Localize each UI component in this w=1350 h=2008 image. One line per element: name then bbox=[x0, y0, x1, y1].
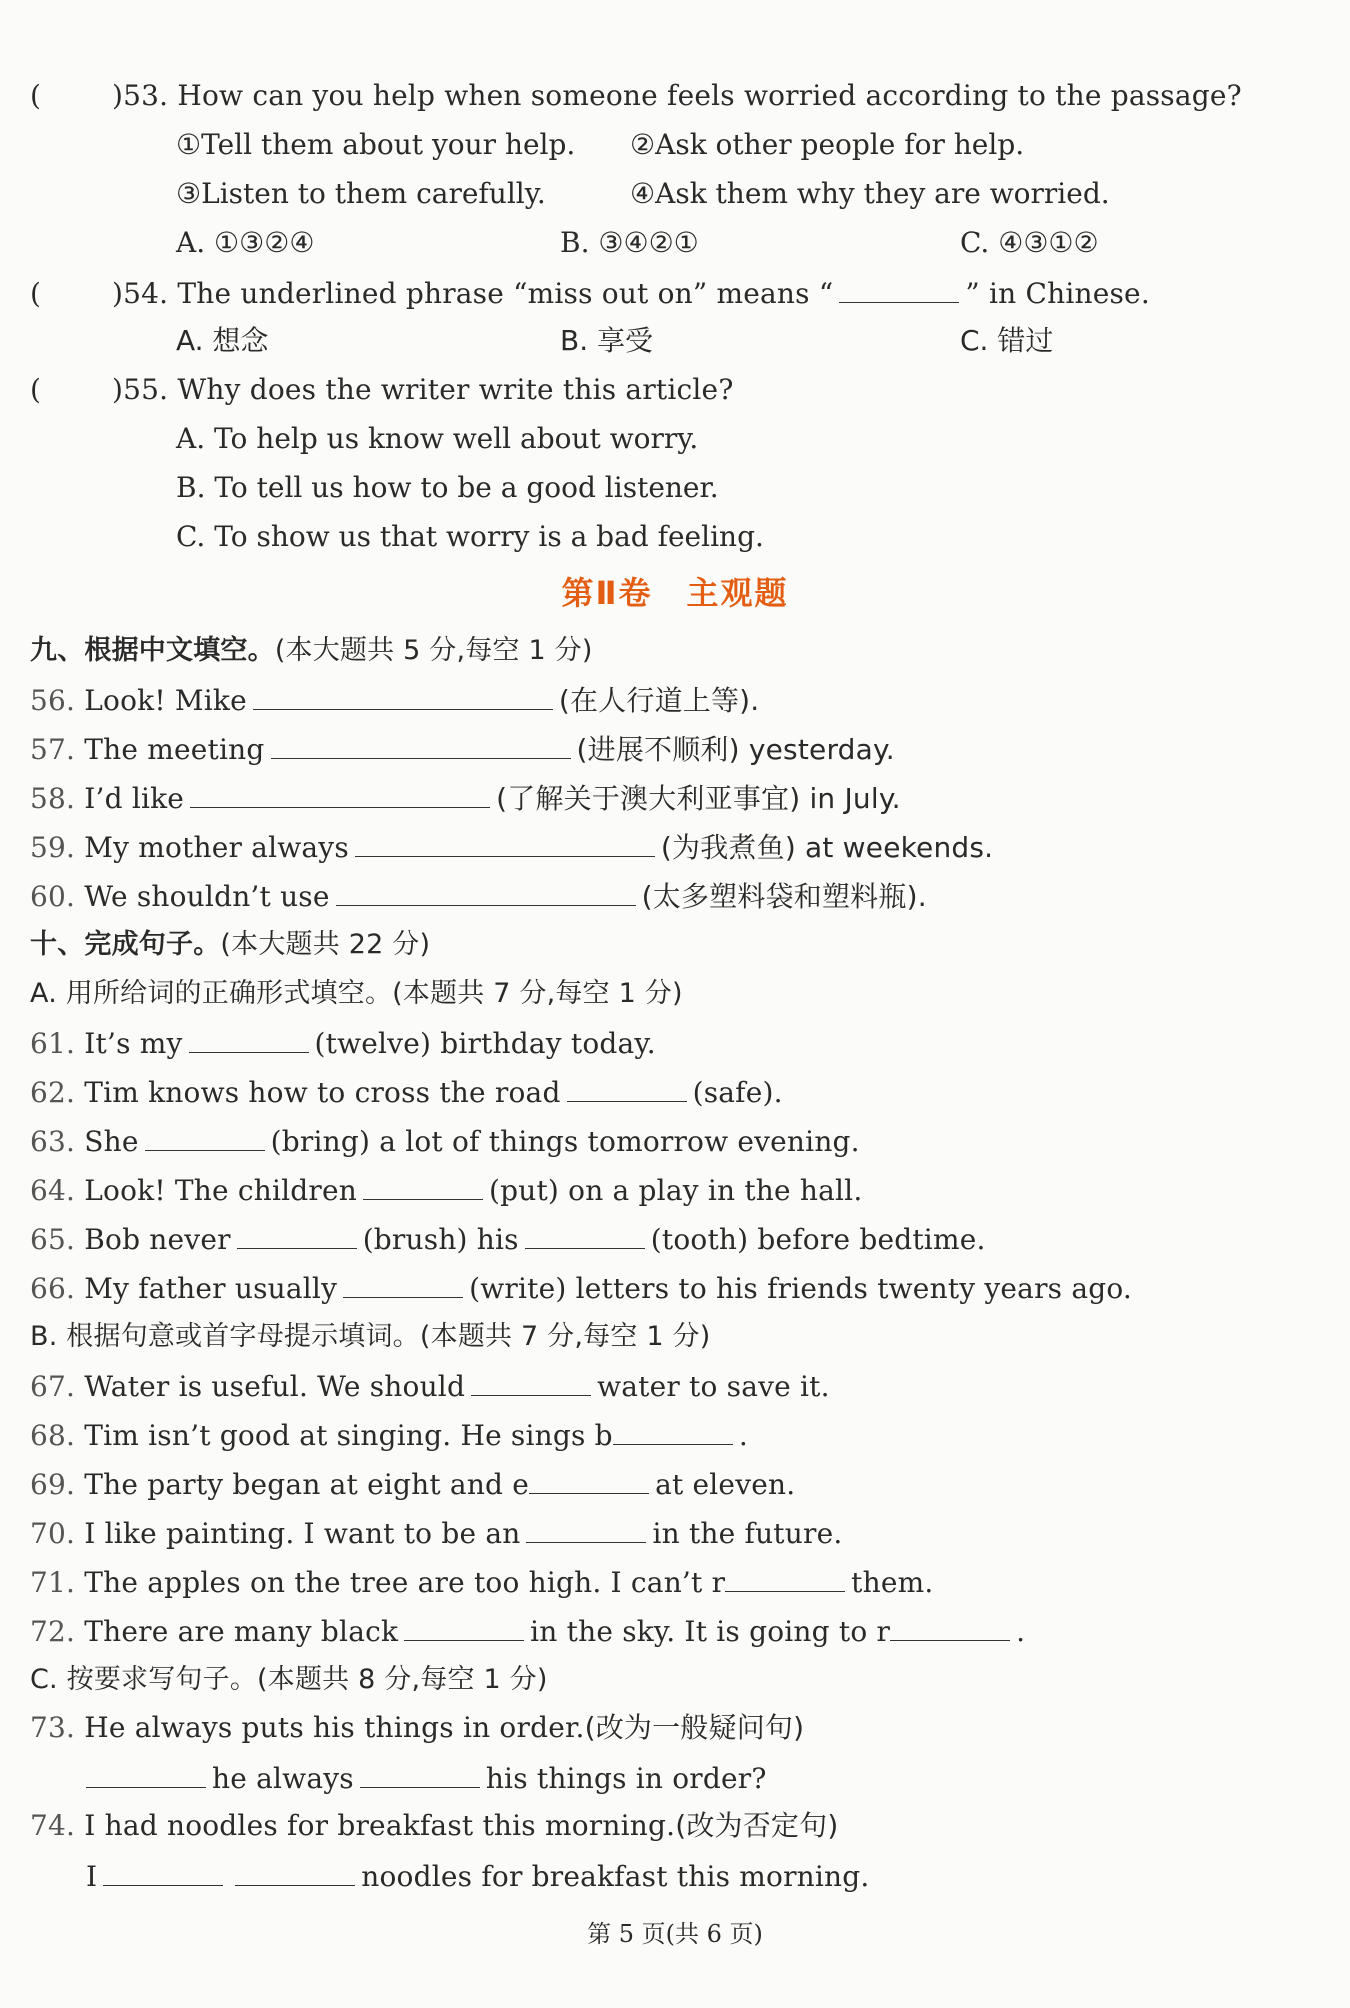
question-text: Bob never bbox=[84, 1223, 231, 1256]
question-number: 56. bbox=[30, 684, 76, 717]
question-number: 63. bbox=[30, 1125, 76, 1158]
part-b-heading bbox=[30, 1316, 710, 1356]
question-hint: (了解关于澳大利亚事宜) in July. bbox=[496, 782, 901, 815]
answer-blank[interactable] bbox=[529, 1463, 649, 1494]
question-text: Why does the writer write this article? bbox=[177, 373, 734, 406]
question-number: 74. bbox=[30, 1809, 76, 1842]
question-number: 67. bbox=[30, 1370, 76, 1403]
answer-blank[interactable] bbox=[235, 1855, 355, 1886]
answer-blank[interactable] bbox=[471, 1365, 591, 1396]
question-text-end: (tooth) before bedtime. bbox=[650, 1223, 986, 1256]
question-number: )55. bbox=[112, 373, 169, 406]
answer-text-end: noodles for breakfast this morning. bbox=[361, 1860, 870, 1893]
answer-blank[interactable] bbox=[355, 826, 655, 857]
part-label: B. 根据句意或首字母提示填词。 bbox=[30, 1321, 420, 1352]
question-hint: (进展不顺利) yesterday. bbox=[576, 733, 895, 766]
part-two-title: 第Ⅱ卷 主观题 bbox=[561, 574, 789, 612]
question-number: 58. bbox=[30, 782, 76, 815]
question-text-end: (safe). bbox=[692, 1076, 783, 1109]
question-58 bbox=[30, 777, 901, 817]
answer-blank[interactable] bbox=[271, 728, 571, 759]
question-text-end: . bbox=[1016, 1615, 1026, 1648]
question-text: There are many black bbox=[84, 1615, 399, 1648]
section-note: (本大题共 5 分,每空 1 分) bbox=[274, 635, 593, 666]
answer-text-end: his things in order? bbox=[485, 1762, 767, 1795]
page-footer: 第 5 页(共 6 页) bbox=[587, 1920, 763, 1948]
answer-blank[interactable] bbox=[525, 1218, 645, 1249]
question-text: Water is useful. We should bbox=[84, 1370, 466, 1403]
answer-blank[interactable] bbox=[336, 875, 636, 906]
question-text: The apples on the tree are too high. I can’t r bbox=[84, 1566, 726, 1599]
question-73 bbox=[30, 1708, 804, 1748]
answer-blank[interactable] bbox=[890, 1610, 1010, 1641]
answer-blank[interactable] bbox=[404, 1610, 524, 1641]
question-64 bbox=[30, 1169, 862, 1209]
statement-4: ④Ask them why they are worried. bbox=[630, 177, 1110, 210]
answer-paren: ( bbox=[30, 373, 42, 406]
question-hint: (为我煮鱼) at weekends. bbox=[660, 831, 994, 864]
question-69 bbox=[30, 1463, 795, 1503]
answer-blank[interactable] bbox=[613, 1414, 733, 1445]
question-72 bbox=[30, 1610, 1025, 1650]
question-number: 59. bbox=[30, 831, 76, 864]
question-text-end: (put) on a play in the hall. bbox=[489, 1174, 863, 1207]
question-71 bbox=[30, 1561, 933, 1601]
question-55 bbox=[30, 370, 734, 410]
question-text-end: them. bbox=[851, 1566, 934, 1599]
question-hint: (太多塑料袋和塑料瓶). bbox=[641, 880, 927, 913]
part-note: (本题共 8 分,每空 1 分) bbox=[257, 1664, 548, 1695]
question-number: )53. bbox=[112, 79, 169, 112]
answer-paren: ( bbox=[30, 79, 42, 112]
question-74 bbox=[30, 1806, 838, 1846]
option-b: B. To tell us how to be a good listener. bbox=[176, 471, 719, 504]
statement-1: ①Tell them about your help. bbox=[176, 128, 576, 161]
question-number: 61. bbox=[30, 1027, 76, 1060]
question-number: 73. bbox=[30, 1711, 76, 1744]
answer-paren: ( bbox=[30, 277, 42, 310]
question-63 bbox=[30, 1120, 860, 1160]
answer-blank[interactable] bbox=[237, 1218, 357, 1249]
answer-blank[interactable] bbox=[189, 1022, 309, 1053]
question-text: Look! Mike bbox=[84, 684, 247, 717]
question-text-mid: in the sky. It is going to r bbox=[530, 1615, 891, 1648]
answer-blank[interactable] bbox=[363, 1169, 483, 1200]
answer-blank[interactable] bbox=[360, 1757, 480, 1788]
question-70 bbox=[30, 1512, 842, 1552]
answer-73 bbox=[86, 1757, 767, 1797]
option-b: B. ③④②① bbox=[560, 226, 699, 259]
statement-2: ②Ask other people for help. bbox=[630, 128, 1025, 161]
question-59 bbox=[30, 826, 993, 866]
question-number: 72. bbox=[30, 1615, 76, 1648]
section-heading: 十、完成句子。 bbox=[30, 929, 221, 960]
answer-blank[interactable] bbox=[190, 777, 490, 808]
answer-blank[interactable] bbox=[567, 1071, 687, 1102]
question-number: 69. bbox=[30, 1468, 76, 1501]
question-67 bbox=[30, 1365, 830, 1405]
answer-blank[interactable] bbox=[839, 272, 959, 303]
option-a: A. 想念 bbox=[176, 324, 269, 357]
question-hint: (在人行道上等). bbox=[558, 684, 760, 717]
answer-blank[interactable] bbox=[526, 1512, 646, 1543]
question-57 bbox=[30, 728, 895, 768]
question-text-end: (write) letters to his friends twenty years ago. bbox=[469, 1272, 1133, 1305]
question-text: It’s my bbox=[84, 1027, 183, 1060]
question-instruction: (改为否定句) bbox=[675, 1809, 839, 1842]
answer-blank[interactable] bbox=[145, 1120, 265, 1151]
question-text: I had noodles for breakfast this morning. bbox=[84, 1809, 676, 1842]
question-text-end: . bbox=[738, 1419, 748, 1452]
answer-blank[interactable] bbox=[725, 1561, 845, 1592]
option-a: A. To help us know well about worry. bbox=[176, 422, 699, 455]
section-note: (本大题共 22 分) bbox=[220, 929, 431, 960]
question-60 bbox=[30, 875, 927, 915]
question-number: 68. bbox=[30, 1419, 76, 1452]
answer-text-start: I bbox=[86, 1860, 98, 1893]
part-c-heading bbox=[30, 1659, 548, 1699]
question-text-end: ” in Chinese. bbox=[965, 277, 1150, 310]
question-number: 70. bbox=[30, 1517, 76, 1550]
question-65 bbox=[30, 1218, 986, 1258]
question-number: 66. bbox=[30, 1272, 76, 1305]
question-text: How can you help when someone feels worried according to the passage? bbox=[177, 79, 1242, 112]
question-text: The party began at eight and e bbox=[84, 1468, 530, 1501]
option-c: C. ④③①② bbox=[960, 226, 1099, 259]
section-heading: 九、根据中文填空。 bbox=[30, 635, 275, 666]
question-text-mid: (brush) his bbox=[362, 1223, 519, 1256]
answer-blank[interactable] bbox=[103, 1855, 223, 1886]
answer-74 bbox=[86, 1855, 870, 1895]
question-text: My mother always bbox=[84, 831, 349, 864]
question-number: 57. bbox=[30, 733, 76, 766]
question-61 bbox=[30, 1022, 656, 1062]
question-instruction: (改为一般疑问句) bbox=[584, 1711, 805, 1744]
question-text: She bbox=[84, 1125, 139, 1158]
question-text: We shouldn’t use bbox=[84, 880, 330, 913]
question-text: I’d like bbox=[84, 782, 185, 815]
question-text: He always puts his things in order. bbox=[84, 1711, 585, 1744]
question-62 bbox=[30, 1071, 783, 1111]
question-53 bbox=[30, 76, 1242, 116]
part-label: A. 用所给词的正确形式填空。 bbox=[30, 978, 393, 1009]
question-number: )54. bbox=[112, 277, 169, 310]
question-68 bbox=[30, 1414, 748, 1454]
answer-text-mid: he always bbox=[212, 1762, 354, 1795]
question-text: My father usually bbox=[84, 1272, 338, 1305]
answer-blank[interactable] bbox=[343, 1267, 463, 1298]
question-number: 64. bbox=[30, 1174, 76, 1207]
question-number: 62. bbox=[30, 1076, 76, 1109]
option-a: A. ①③②④ bbox=[176, 226, 315, 259]
question-text-end: at eleven. bbox=[655, 1468, 796, 1501]
part-note: (本题共 7 分,每空 1 分) bbox=[419, 1321, 711, 1352]
question-text: Look! The children bbox=[84, 1174, 357, 1207]
part-a-heading bbox=[30, 973, 683, 1013]
question-number: 60. bbox=[30, 880, 76, 913]
option-c: C. To show us that worry is a bad feeling. bbox=[176, 520, 764, 553]
part-note: (本题共 7 分,每空 1 分) bbox=[392, 978, 683, 1009]
question-text: Tim knows how to cross the road bbox=[84, 1076, 561, 1109]
question-text: The meeting bbox=[84, 733, 265, 766]
option-b: B. 享受 bbox=[560, 324, 654, 357]
question-66 bbox=[30, 1267, 1132, 1307]
section-10-heading bbox=[30, 924, 430, 964]
question-text-end: water to save it. bbox=[597, 1370, 830, 1403]
question-text-end: (bring) a lot of things tomorrow evening. bbox=[270, 1125, 860, 1158]
question-number: 71. bbox=[30, 1566, 76, 1599]
question-text-end: (twelve) birthday today. bbox=[314, 1027, 656, 1060]
question-56 bbox=[30, 679, 759, 719]
question-text: The underlined phrase “miss out on” means “ bbox=[177, 277, 834, 310]
question-54 bbox=[30, 272, 1150, 312]
answer-blank[interactable] bbox=[253, 679, 553, 710]
question-text: I like painting. I want to be an bbox=[84, 1517, 521, 1550]
answer-blank[interactable] bbox=[86, 1757, 206, 1788]
section-9-heading bbox=[30, 630, 593, 670]
statement-3: ③Listen to them carefully. bbox=[176, 177, 546, 210]
question-text-end: in the future. bbox=[652, 1517, 843, 1550]
part-label: C. 按要求写句子。 bbox=[30, 1664, 258, 1695]
option-c: C. 错过 bbox=[960, 324, 1054, 357]
question-number: 65. bbox=[30, 1223, 76, 1256]
question-text: Tim isn’t good at singing. He sings b bbox=[84, 1419, 613, 1452]
